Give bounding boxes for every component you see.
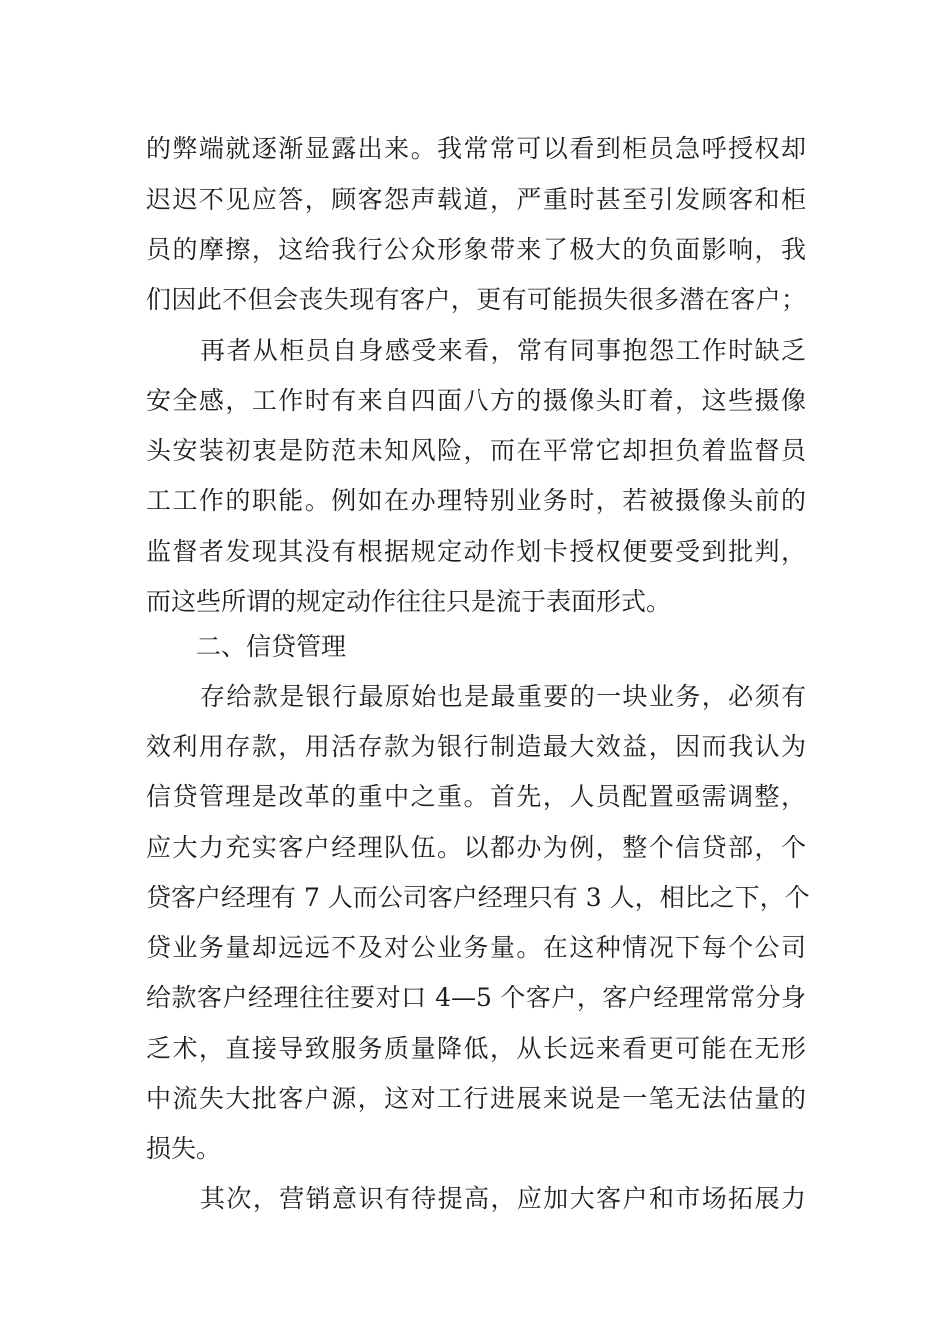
paragraph-first-line: 其次，营销意识有待提高，应加大客户和市场拓展力 [200,1184,806,1213]
body-text-line: 的弊端就逐渐显露出来。我常常可以看到柜员急呼授权却 [146,134,806,163]
body-text-line: 迟迟不见应答，顾客怨声载道，严重时甚至引发顾客和柜 [146,185,806,214]
body-text-line: 安全感，工作时有来自四面八方的摄像头盯着，这些摄像 [146,386,806,415]
section-heading: 二、信贷管理 [196,632,347,661]
body-text-line: 监督者发现其没有根据规定动作划卡授权便要受到批判， [146,537,806,566]
body-text-line: 损失。 [146,1134,222,1163]
body-text-line: 应大力充实客户经理队伍。以都办为例，整个信贷部，个 [146,833,806,862]
body-text-line: 头安装初衷是防范未知风险，而在平常它却担负着监督员 [146,436,806,465]
body-text-line: 给款客户经理往往要对口 4—5 个客户，客户经理常常分身 [146,983,806,1012]
body-text-line: 员的摩擦，这给我行公众形象带来了极大的负面影响，我 [146,235,806,264]
body-text-line: 效利用存款，用活存款为银行制造最大效益，因而我认为 [146,732,806,761]
body-text-line: 贷客户经理有 7 人而公司客户经理只有 3 人，相比之下，个 [146,883,810,912]
body-text-line: 贷业务量却远远不及对公业务量。在这种情况下每个公司 [146,933,806,962]
paragraph-first-line: 再者从柜员自身感受来看，常有同事抱怨工作时缺乏 [200,336,806,365]
body-text-line: 而这些所谓的规定动作往往只是流于表面形式。 [146,587,672,616]
body-text-line: 中流失大批客户源，这对工行进展来说是一笔无法估量的 [146,1084,806,1113]
paragraph-first-line: 存给款是银行最原始也是最重要的一块业务，必须有 [200,682,806,711]
body-text-line: 们因此不但会丧失现有客户，更有可能损失很多潜在客户； [146,285,806,314]
body-text-line: 乏术，直接导致服务质量降低，从长远来看更可能在无形 [146,1034,806,1063]
body-text-line: 工工作的职能。例如在办理特别业务时，若被摄像头前的 [146,486,806,515]
body-text-line: 信贷管理是改革的重中之重。首先，人员配置亟需调整， [146,782,806,811]
